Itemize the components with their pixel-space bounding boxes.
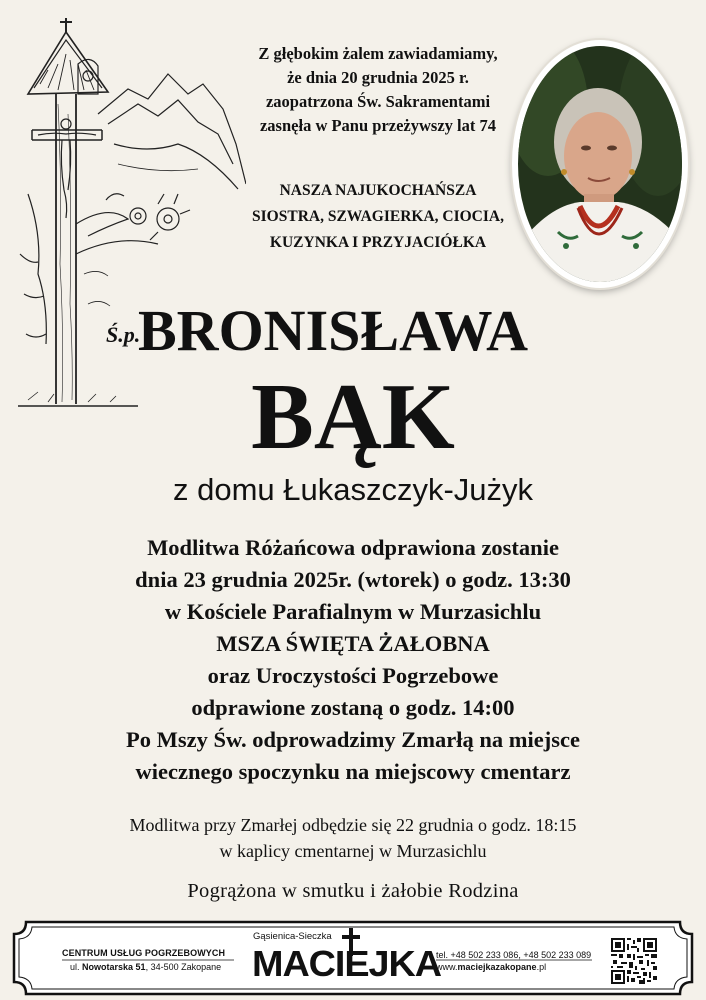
- first-name: BRONISŁAWA: [138, 298, 528, 363]
- qr-code-icon[interactable]: [611, 938, 657, 984]
- relation-line: NASZA NAJUKOCHAŃSZA: [279, 182, 477, 199]
- portrait-photo: [518, 46, 682, 282]
- brand-owner: Gąsienica-Sieczka: [253, 931, 332, 942]
- vigil-info: [30, 812, 676, 864]
- ceremony-line: dnia 23 grudnia 2025r. (wtorek) o godz. 13:30: [135, 567, 571, 592]
- intro-line: zaopatrzona Św. Sakramentami: [265, 92, 491, 111]
- ceremony-details: [40, 532, 666, 788]
- intro-line: że dnia 20 grudnia 2025 r.: [287, 68, 469, 87]
- ceremony-line: oraz Uroczystości Pogrzebowe: [207, 663, 499, 688]
- ceremony-line: MSZA ŚWIĘTA ŻAŁOBNA: [216, 631, 490, 656]
- vigil-line: Modlitwa przy Zmarłej odbędzie się 22 grudnia o godz. 18:15: [129, 815, 577, 835]
- funeral-center-address: [70, 962, 221, 972]
- relation-line: SIOSTRA, SZWAGIERKA, CIOCIA,: [252, 208, 504, 225]
- ceremony-line: Modlitwa Różańcowa odprawiona zostanie: [147, 535, 559, 560]
- address-prefix: ul.: [70, 962, 80, 972]
- surname: BĄK: [251, 365, 455, 469]
- relation-line: KUZYNKA I PRZYJACIÓŁKA: [269, 234, 487, 251]
- announcement-intro: [238, 42, 518, 138]
- brand-logo: MACIEJKA: [252, 943, 442, 984]
- maiden-name: z domu Łukaszczyk-Jużyk: [172, 472, 534, 507]
- ceremony-line: w Kościele Parafialnym w Murzasichlu: [164, 599, 542, 624]
- intro-line: zasnęła w Panu przeżywszy lat 74: [259, 116, 496, 135]
- contact-phone: tel. +48 502 233 086, +48 502 233 089: [436, 950, 592, 960]
- vigil-line: w kaplicy cmentarnej w Murzasichlu: [219, 841, 487, 861]
- www-prefix: www.: [436, 962, 458, 972]
- intro-line: Z głębokim żalem zawiadamiamy,: [258, 44, 498, 63]
- address-street: Nowotarska 51: [82, 962, 146, 972]
- family-signature: Pogrążona w smutku i żałobie Rodzina: [187, 880, 519, 902]
- ceremony-line: odprawione zostaną o godz. 14:00: [191, 695, 515, 720]
- ceremony-line: Po Mszy Św. odprowadzimy Zmarłą na miejsce: [126, 727, 580, 752]
- relation-block: [238, 178, 518, 256]
- late-prefix: Ś.p.: [106, 322, 141, 347]
- contact-website[interactable]: [436, 962, 546, 972]
- www-suffix: .pl: [536, 962, 547, 972]
- address-city: , 34-500 Zakopane: [145, 962, 222, 972]
- ceremony-line: wiecznego spoczynku na miejscowy cmentarz: [135, 759, 571, 784]
- funeral-center-name: CENTRUM USŁUG POGRZEBOWYCH: [62, 948, 226, 958]
- www-domain: maciejkazakopane: [457, 962, 537, 972]
